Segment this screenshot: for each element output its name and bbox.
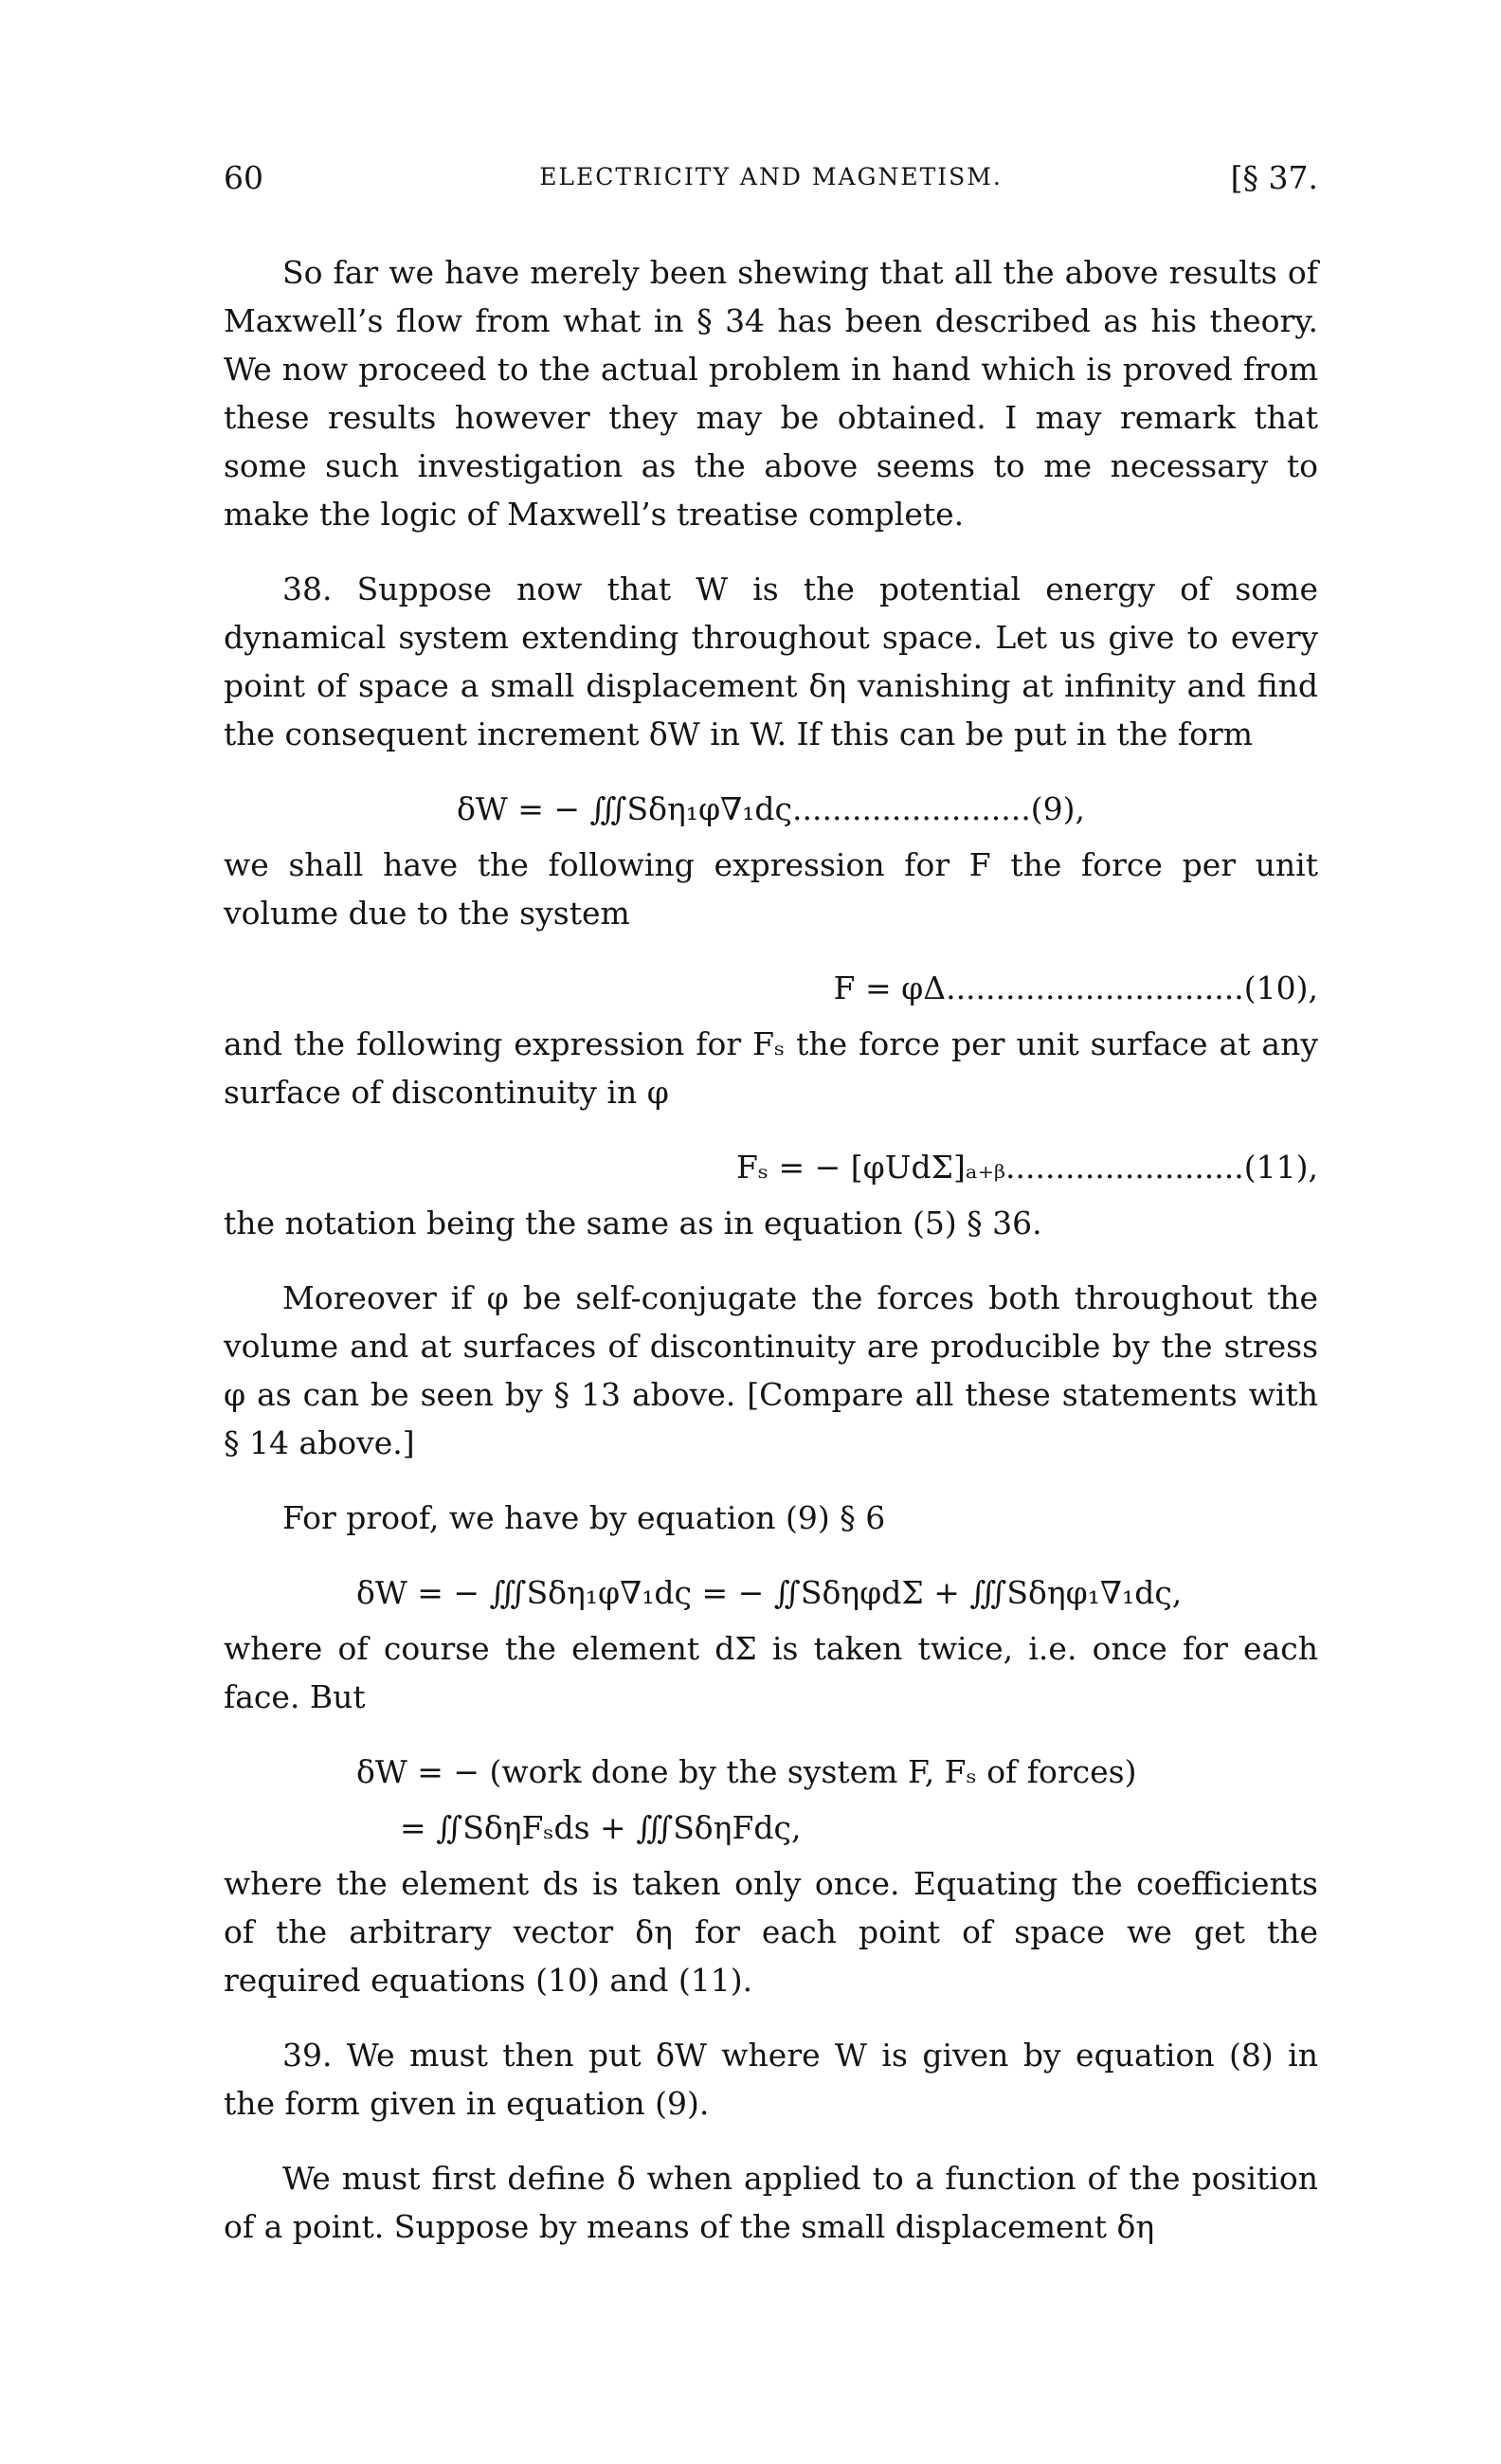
paragraph: the notation being the same as in equation (5) § 36.	[224, 1205, 1042, 1241]
paragraph: For proof, we have by equation (9) § 6	[282, 1499, 886, 1536]
paragraph: 38. Suppose now that W is the potential energy of some dynamical system extending throughout space. Let us give to every point of space a small displacement δη vanishing at infinity and find the consequent increment δW in W. If this can be put in the form	[224, 571, 1318, 752]
equation-9: δW = − ∭Sδη₁φ∇₁dς........................(9),	[456, 790, 1085, 827]
paragraph: where the element ds is taken only once. Equating the coefficients of the arbitrary vector δη for each point of space we get the required equations (10) and (11).	[224, 1865, 1318, 1999]
page-number: 60	[224, 159, 263, 196]
paragraph: Moreover if φ be self-conjugate the forces both throughout the volume and at surfaces of discontinuity are producible by the stress φ as can be seen by § 13 above. [Compare all these statements with § 14 above.]	[224, 1279, 1318, 1461]
equation-10: F = φΔ..............................(10),	[833, 969, 1318, 1006]
running-title: ELECTRICITY AND MAGNETISM.	[539, 163, 1003, 190]
equation-work-1: δW = − (work done by the system F, Fₛ of forces)	[356, 1753, 1137, 1790]
paragraph: 39. We must then put δW where W is given by equation (8) in the form given in equation (9).	[224, 2037, 1318, 2122]
equation-proof: δW = − ∭Sδη₁φ∇₁dς = − ∬SδηφdΣ + ∭Sδηφ₁∇₁dς,	[356, 1574, 1183, 1611]
page-body	[224, 248, 1318, 2277]
section-reference: [§ 37.	[1230, 159, 1318, 196]
page-header	[224, 159, 1318, 207]
paragraph: So far we have merely been shewing that all the above results of Maxwell’s flow from what in § 34 has been described as his theory. We now proceed to the actual problem in hand which is proved from these results however they may be obtained. I may remark that some such investigation as the above seems to me necessary to make the logic of Maxwell’s treatise complete.	[224, 254, 1318, 533]
paragraph: where of course the element dΣ is taken twice, i.e. once for each face. But	[224, 1630, 1318, 1715]
equation-11: Fₛ = − [φUdΣ]ₐ₊ᵦ........................(11),	[735, 1149, 1318, 1186]
paragraph: We must first define δ when applied to a function of the position of a point. Suppose by means of the small displacement δη	[224, 2160, 1318, 2245]
paragraph: and the following expression for Fₛ the force per unit surface at any surface of discontinuity in φ	[224, 1025, 1318, 1111]
paragraph: we shall have the following expression for F the force per unit volume due to the system	[224, 846, 1318, 932]
equation-work-2: = ∬SδηFₛds + ∭SδηFdς,	[400, 1809, 802, 1846]
